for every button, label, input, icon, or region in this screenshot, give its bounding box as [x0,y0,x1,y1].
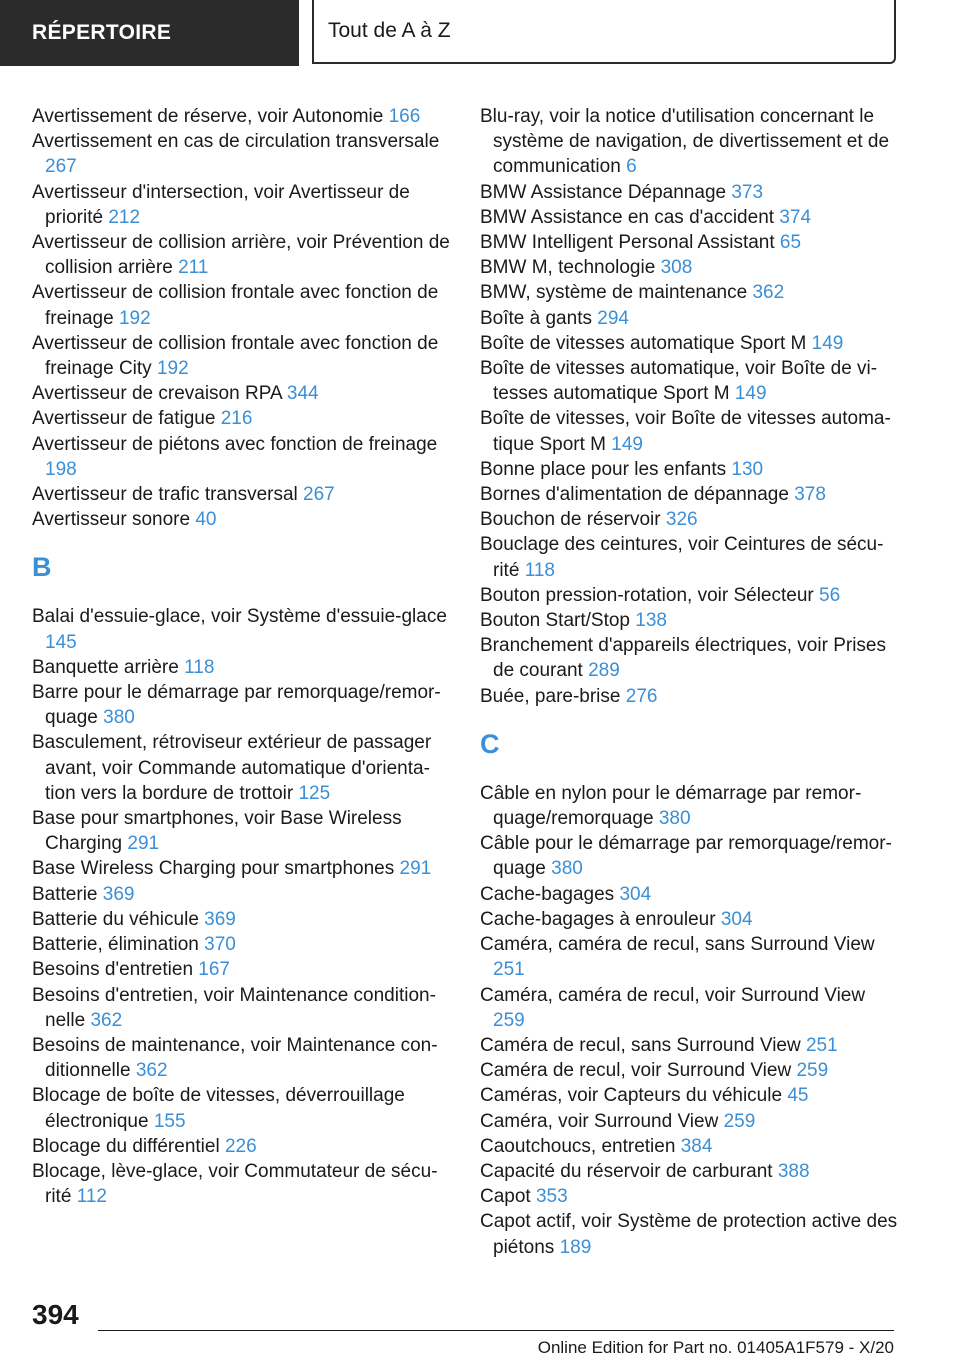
index-entry-term: Batterie, élimination [32,934,199,956]
index-page-link[interactable]: 276 [625,685,658,707]
index-entry-term: Bouton Start/Stop [480,610,630,632]
index-page-link[interactable]: 167 [198,959,230,981]
index-entry [480,331,900,356]
index-entry-term: Base Wireless Charging pour smartphones [32,858,395,880]
index-column-right [480,104,900,1260]
index-page-link[interactable]: 155 [153,1110,186,1132]
index-page-link[interactable]: 374 [779,206,812,228]
index-entry [32,907,452,932]
index-entry-term: Blu-ray, voir la notice d'utilisation concernant le système de navigation, de divertissement et de communication [480,106,890,178]
index-page-link[interactable]: 291 [127,833,160,855]
index-entry [32,432,452,482]
index-entry-term: Cache-bagages [480,883,615,905]
index-entry [480,180,900,205]
index-entry-term: Bonne place pour les enfants [480,458,727,480]
index-entry [32,806,452,856]
index-entry [32,856,452,881]
index-entry-term: Avertisseur d'intersection, voir Avertisseur de priorité [32,181,410,228]
index-entry-term: Bouclage des ceintures, voir Ceintures de sécurité [480,534,884,581]
index-page-link[interactable]: 149 [611,433,643,455]
index-entry [480,532,900,582]
index-entry-term: Besoins d'entretien [32,959,194,981]
index-page-link[interactable]: 378 [794,484,826,506]
index-entry-term: Bornes d'alimentation de dépannage [480,484,789,506]
index-page-link[interactable]: 226 [224,1135,257,1157]
index-entry [32,680,452,730]
index-entry-term: Batterie du véhicule [32,908,199,930]
index-entry [32,1134,452,1159]
index-entry [480,104,900,180]
index-entry [32,381,452,406]
index-page-link[interactable]: 384 [680,1135,713,1157]
index-page-link[interactable]: 56 [819,584,841,606]
index-entry [480,831,900,881]
index-page-link[interactable]: 326 [665,509,698,531]
index-page-link[interactable]: 118 [524,559,555,581]
index-entry [480,507,900,532]
index-entry-term: Basculement, rétroviseur extérieur de passager avant, voir Commande automatique d'orientation vers la bordure de trottoir [32,732,432,804]
index-page-link[interactable]: 369 [204,908,236,930]
index-page-link[interactable]: 353 [535,1186,568,1208]
index-entry [480,932,900,982]
index-entry-term: Caméra de recul, sans Surround View [480,1034,801,1056]
index-entry-term: Boîte à gants [480,307,592,329]
index-entry [32,655,452,680]
index-page-link[interactable]: 65 [779,232,802,254]
index-entry [480,356,900,406]
edition-footer: Online Edition for Part no. 01405A1F579 - X/20 [537,1338,894,1357]
index-letter-heading: C [480,728,500,759]
index-page-link[interactable]: 145 [45,631,77,653]
index-page-link[interactable]: 344 [286,383,319,405]
index-entry [32,1033,452,1083]
index-entry-term: Base pour smartphones, voir Base Wireless Charging [32,808,402,855]
page-number: 394 [32,1299,79,1330]
index-page-link[interactable]: 289 [588,660,620,682]
index-page-link[interactable]: 362 [135,1060,168,1082]
index-entry [32,1083,452,1133]
index-entry-term: Branchement d'appareils électriques, voir Prises de courant [480,635,886,682]
index-page-link[interactable]: 380 [658,808,691,830]
index-entry [480,1033,900,1058]
index-entry [480,907,900,932]
index-entry-term: Blocage, lève-glace, voir Commutateur de sécurité [32,1160,438,1208]
index-entry [480,1159,900,1184]
index-entry-term: Caméra, caméra de recul, voir Surround View [480,984,866,1006]
index-entry-term: Buée, pare-brise [480,685,621,707]
index-entry [480,1058,900,1083]
index-entry-term: Besoins d'entretien, voir Maintenance conditionnelle [32,984,436,1031]
index-entry-term: Caoutchoucs, entretien [480,1135,676,1157]
index-entry-term: Blocage du différentiel [32,1135,220,1157]
index-entry-term: Avertisseur de collision frontale avec fonction de freinage [32,282,439,329]
index-page-link[interactable]: 192 [156,358,189,380]
index-page-link[interactable]: 380 [551,858,583,880]
index-entry-term: Avertisseur de fatigue [32,408,216,430]
index-page-link[interactable]: 370 [204,934,236,956]
index-entry-term: Barre pour le démarrage par remorquage/remorquage [32,682,441,729]
index-entry-term: Avertissement de réserve, voir Autonomie [32,106,384,127]
index-page-link[interactable]: 118 [184,656,215,678]
index-entry-term: Cache-bagages à enrouleur [480,908,716,930]
index-entry-term: BMW Assistance en cas d'accident [480,206,775,228]
index-page-link[interactable]: 198 [45,458,77,480]
index-page-link[interactable]: 294 [597,307,629,329]
index-entry [480,1109,900,1134]
index-entry-term: Avertisseur de trafic transversal [32,484,298,506]
index-entry [480,1209,900,1259]
index-page-link[interactable]: 369 [102,883,135,905]
index-page-link[interactable]: 259 [493,1009,525,1031]
index-page-link[interactable]: 40 [195,509,217,531]
index-entry-term: Avertisseur sonore [32,509,191,531]
index-entry [480,280,900,305]
index-entry [32,1159,452,1209]
index-page-link[interactable]: 149 [811,332,844,354]
index-page-link[interactable]: 259 [796,1060,829,1082]
index-letter-heading: B [32,552,52,583]
index-entry-term: Boîte de vitesses automatique, voir Boîte de vitesses automatique Sport M [480,358,878,405]
index-entry [480,583,900,608]
index-entry [32,406,452,431]
index-entry-term: Boîte de vitesses automatique Sport M [480,332,807,354]
index-entry [480,230,900,255]
index-entry [480,205,900,230]
index-page-link[interactable]: 45 [787,1085,809,1107]
index-entry [480,633,900,683]
index-page-link[interactable]: 380 [103,707,135,729]
index-page-link[interactable]: 291 [399,858,432,880]
index-page-link[interactable]: 267 [303,484,335,506]
index-entry [32,230,452,280]
index-entry-term: BMW M, technologie [480,257,656,279]
index-entry-term: Caméra, caméra de recul, sans Surround View [480,934,875,956]
index-entry [480,406,900,456]
index-entry-term: Capot [480,1186,531,1208]
index-page-link[interactable]: 192 [118,307,151,329]
index-entry [480,684,900,709]
index-page-link[interactable]: 251 [493,959,525,981]
index-entry [32,730,452,806]
index-page-link[interactable]: 166 [388,106,421,127]
index-page-link[interactable]: 373 [731,181,764,203]
index-page-link[interactable]: 189 [559,1236,592,1258]
index-entry-term: Avertisseur de piétons avec fonction de freinage [32,433,438,455]
index-entry [480,781,900,831]
index-entry-term: Bouton pression-rotation, voir Sélecteur [480,584,814,606]
index-entry [480,482,900,507]
index-entry-term: Caméras, voir Capteurs du véhicule [480,1085,783,1107]
index-page-link[interactable]: 125 [298,782,331,804]
page-header [0,0,960,66]
index-entry-term: Bouchon de réservoir [480,509,661,531]
index-page-link[interactable]: 149 [734,383,767,405]
index-page-link[interactable]: 112 [76,1186,107,1208]
index-page-link[interactable]: 6 [626,156,637,178]
index-page-link[interactable]: 259 [723,1110,756,1132]
index-entry [32,180,452,230]
index-entry-term: Câble en nylon pour le démarrage par remorquage/remorquage [480,782,862,830]
index-entry-term: Boîte de vitesses, voir Boîte de vitesses automatique Sport M [480,408,891,455]
index-entry [32,983,452,1033]
index-entry [480,983,900,1033]
index-entry [32,604,452,654]
index-entry [32,882,452,907]
index-entry-term: Besoins de maintenance, voir Maintenance conditionnelle [32,1034,438,1082]
index-entry [32,129,452,179]
index-entry [32,104,452,129]
index-entry [480,255,900,280]
index-entry-term: Caméra de recul, voir Surround View [480,1060,792,1082]
index-page-link[interactable]: 304 [720,908,753,930]
index-page-link[interactable]: 362 [90,1009,123,1031]
index-entry [32,331,452,381]
index-entry-term: Avertisseur de collision arrière, voir Prévention de collision arrière [32,232,450,279]
index-entry-term: Balai d'essuie-glace, voir Système d'essuie-glace [32,606,447,628]
index-entry-term: Blocage de boîte de vitesses, déverrouillage électronique [32,1085,405,1132]
index-entry [480,1083,900,1108]
index-entry-term: Banquette arrière [32,656,179,678]
index-entry [480,608,900,633]
index-page-link[interactable]: 211 [178,257,209,279]
index-page-link[interactable]: 138 [635,610,667,632]
index-entry [480,306,900,331]
index-entry-term: Caméra, voir Surround View [480,1110,719,1132]
index-entry-term: Capot actif, voir Système de protection active des piétons [480,1211,898,1258]
index-entry [480,882,900,907]
index-entry-term: Câble pour le démarrage par remorquage/remorquage [480,833,892,880]
index-entry-term: Batterie [32,883,98,905]
index-entry [32,507,452,532]
index-entry [32,932,452,957]
chapter-title: Tout de A à Z [312,0,896,64]
index-entry [32,482,452,507]
index-entry-term: Capacité du réservoir de carburant [480,1160,773,1182]
index-entry-term: BMW, système de maintenance [480,282,748,304]
index-page-link[interactable]: 388 [777,1160,810,1182]
index-entry [480,457,900,482]
index-page-link[interactable]: 212 [108,206,141,228]
index-page-link[interactable]: 251 [805,1034,838,1056]
index-entry-term: BMW Intelligent Personal Assistant [480,232,775,254]
index-entry-term: Avertisseur de crevaison RPA [32,383,282,405]
index-page-link[interactable]: 304 [619,883,652,905]
index-page-link[interactable]: 130 [731,458,764,480]
index-entry-term: BMW Assistance Dépannage [480,181,727,203]
section-tab: RÉPERTOIRE [0,0,299,66]
index-entry [480,1184,900,1209]
index-entry [32,280,452,330]
index-page-link[interactable]: 267 [45,156,77,178]
index-entry [32,957,452,982]
index-page-link[interactable]: 216 [220,408,253,430]
index-column-left [32,104,452,1209]
index-entry-term: Avertisseur de collision frontale avec fonction de freinage City [32,332,439,380]
index-page-link[interactable]: 308 [660,257,693,279]
index-page-link[interactable]: 362 [752,282,785,304]
index-entry-term: Avertissement en cas de circulation transversale [32,131,440,153]
index-entry [480,1134,900,1159]
footer-divider [98,1330,894,1331]
